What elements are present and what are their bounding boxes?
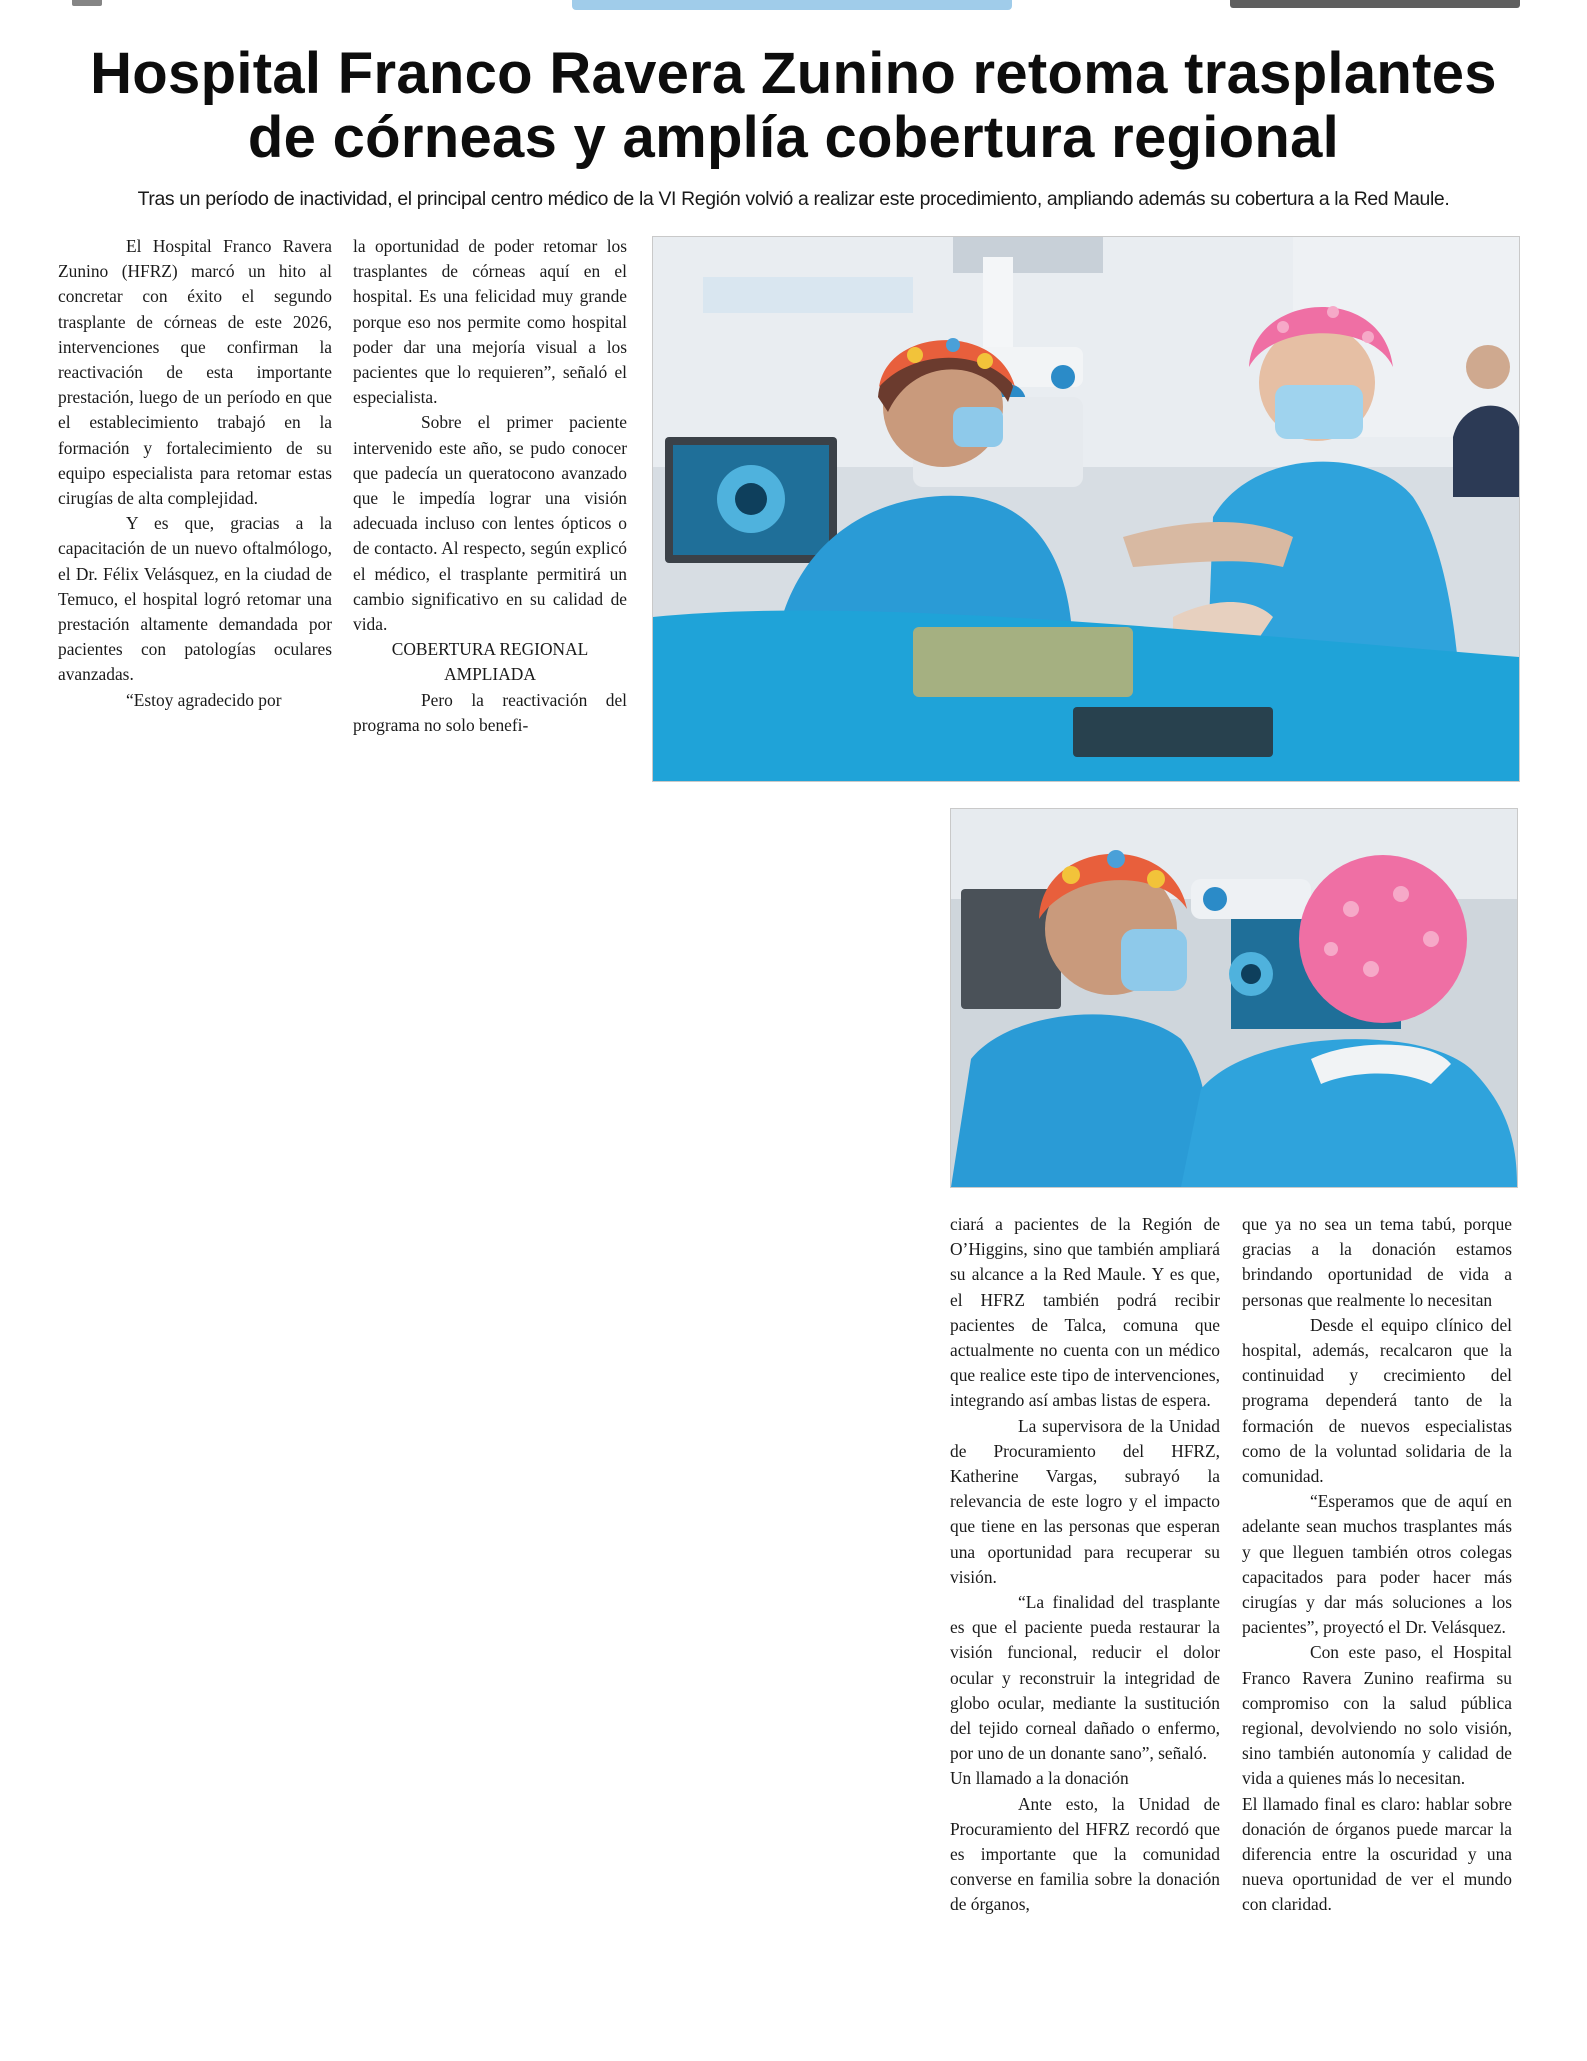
subheadline: Tras un período de inactividad, el principal centro médico de la VI Región volvió a realizar este procedimiento, ampliando además su cobertura a la Red Maule. [137, 188, 1450, 210]
page-number [72, 0, 102, 6]
article-column-2 [353, 234, 627, 738]
paragraph: que ya no sea un tema tabú, porque gracias a la donación estamos brindando oportunidad de vida a personas que realmente lo necesitan [1242, 1214, 1512, 1310]
article-column-1 [58, 234, 332, 713]
masthead-date [1230, 0, 1520, 8]
surgery-team-illustration [653, 237, 1519, 781]
paragraph: la oportunidad de poder retomar los trasplantes de córneas aquí en el hospital. Es una felicidad muy grande porque eso nos permite como hospital poder dar una mejoría visual a los pacientes que lo requieren”, señaló el especialista. [353, 236, 627, 408]
article-column-4 [1242, 1212, 1512, 1918]
paragraph: “Estoy agradecido por [126, 689, 282, 710]
article-column-3 [950, 1212, 1220, 1918]
paragraph: Sobre el primer paciente intervenido este año, se pudo conocer que padecía un queratocono avanzado que le impedía lograr una visión adecuada incluso con lentes ópticos o de contacto. Al respecto, según explicó el médico, el trasplante permitirá un cambio significativo en su calidad de vida. [353, 412, 627, 635]
paragraph: Con este paso, el Hospital Franco Ravera Zunino reafirma su compromiso con la salud pública regional, devolviendo no solo visión, sino también autonomía y calidad de vida a quienes más lo necesitan. [1242, 1642, 1512, 1789]
headline-line-2: de córneas y amplía cobertura regional [247, 105, 1340, 170]
paragraph: “La finalidad del trasplante es que el paciente pueda restaurar la visión funcional, reducir el dolor ocular y reconstruir la integridad de globo ocular, mediante la sustitución del tejido corneal dañado o enfermo, por uno de un donante sano”, señaló. [950, 1592, 1220, 1764]
headline [40, 42, 1547, 170]
surgery-team-photo [652, 236, 1520, 782]
paragraph: ciará a pacientes de la Región de O’Higgins, sino que también ampliará su alcance a la Red Maule. Y es que, el HFRZ también podrá recibir pacientes de Talca, comuna que actualmente no cuenta con un médico que realice este tipo de intervenciones, integrando así ambas listas de espera. [950, 1214, 1220, 1411]
section-heading: COBERTURA REGIONAL AMPLIADA [391, 639, 589, 685]
paragraph: El Hospital Franco Ravera Zunino (HFRZ) marcó un hito al concretar con éxito el segundo trasplante de córneas de este 2026, intervenciones que confirman la reactivación de esta importante prestación, luego de un período en que el establecimiento trabajó en la formación y fortalecimiento de su equipo especialista para retomar estas cirugías de alta complejidad. [58, 236, 332, 509]
headline-line-1: Hospital Franco Ravera Zunino retoma trasplantes [90, 41, 1497, 106]
paragraph: El llamado final es claro: hablar sobre donación de órganos puede marcar la diferencia entre la oscuridad y una nueva oportunidad de ver el mundo con claridad. [1242, 1793, 1512, 1915]
section-heading: Un llamado a la donación [950, 1768, 1129, 1789]
surgeons-closeup-illustration [951, 809, 1517, 1187]
masthead-logo [572, 0, 1012, 10]
surgeons-closeup-photo [950, 808, 1518, 1188]
paragraph: Y es que, gracias a la capacitación de un nuevo oftalmólogo, el Dr. Félix Velásquez, en la ciudad de Temuco, el hospital logró retomar una prestación altamente demandada por pacientes con patologías oculares avanzadas. [58, 513, 332, 685]
paragraph: Pero la reactivación del programa no solo benefi- [353, 689, 627, 735]
paragraph: Ante esto, la Unidad de Procuramiento del HFRZ recordó que es importante que la comunidad converse en familia sobre la donación de órganos, [950, 1793, 1220, 1915]
paragraph: “Esperamos que de aquí en adelante sean muchos trasplantes más y que lleguen también otros colegas capacitados para poder hacer más cirugías y dar más soluciones a los pacientes”, proyectó el Dr. Velásquez. [1242, 1491, 1512, 1638]
paragraph: Desde el equipo clínico del hospital, además, recalcaron que la continuidad y crecimiento del programa dependerá tanto de la formación de nuevos especialistas como de la voluntad solidaria de la comunidad. [1242, 1314, 1512, 1487]
paragraph: La supervisora de la Unidad de Procuramiento del HFRZ, Katherine Vargas, subrayó la relevancia de este logro y el impacto que tiene en las personas que esperan una oportunidad para recuperar su visión. [950, 1415, 1220, 1587]
masthead [0, 0, 1587, 12]
